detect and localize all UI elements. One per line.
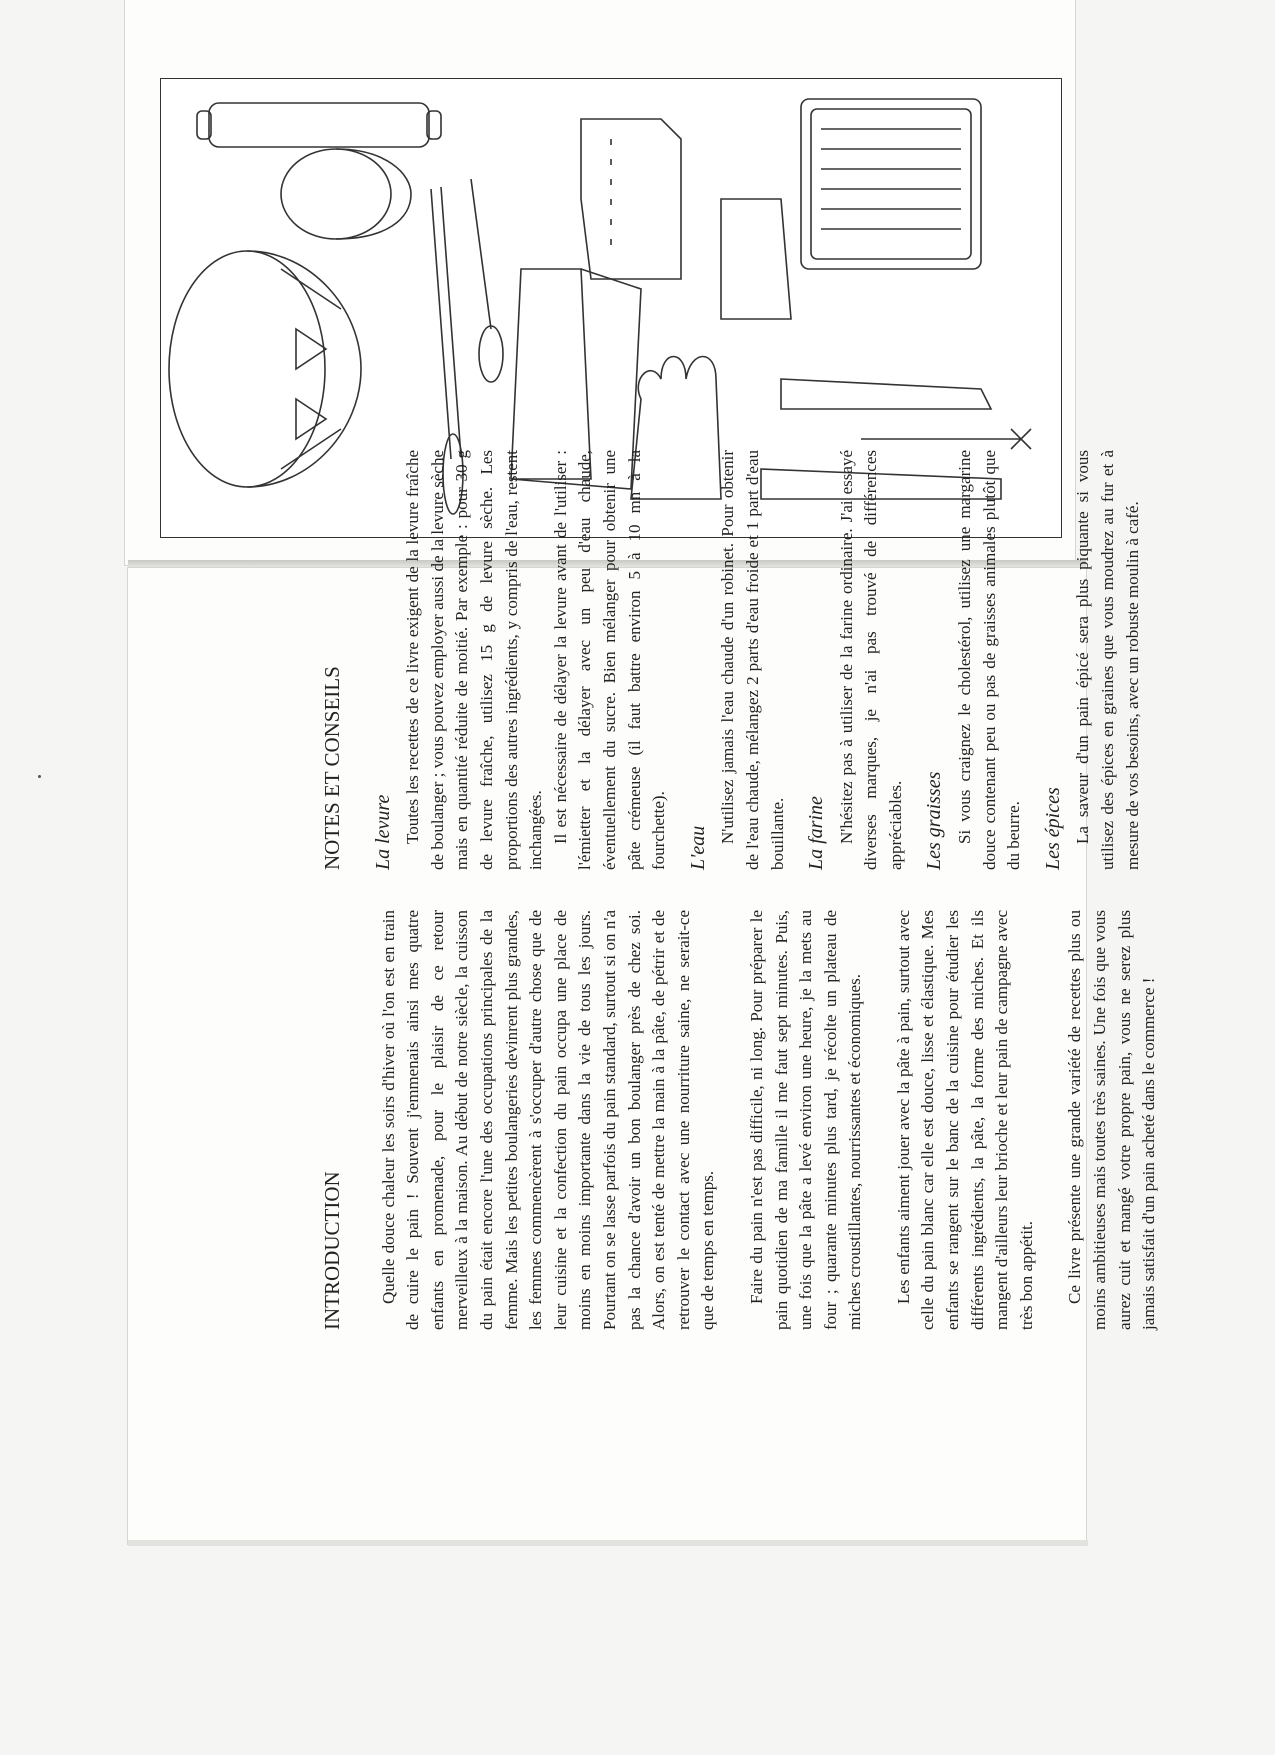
introduction-paragraph: Faire du pain n'est pas difficile, ni long. Pour préparer le pain quotidien de ma famille il me faut sept minutes. Puis, une fois que la pâte a levé environ une heure, je la mets au four ; quarante minutes plus tard, je récolte un plateau de miches croustillantes, nourrissantes et économiques. [746,910,865,1330]
notes-heading: Les épices [1041,787,1064,870]
notes-paragraph: Si vous craignez le cholestérol, utilisez une margarine douce contenant peu ou pas de graisses animales plutôt que du beurre. [955,450,1024,870]
notes-title: NOTES ET CONSEILS [320,666,344,870]
left-page-text [320,370,1159,1330]
notes-paragraph: N'hésitez pas à utiliser de la farine ordinaire. J'ai essayé diverses marques, je n'ai pas trouvé de différences appréciables. [836,450,905,870]
introduction-paragraph: Quelle douce chaleur les soirs d'hiver où l'on est en train de cuire le pain ! Souvent j'emmenais ainsi mes quatre enfants en promenade, pour le plaisir de ce retour merveilleux à la maison. Au début de notre siècle, la cuisson du pain était encore l'une des occupations principales de la femme. Mais les petites boulangeries devinrent plus grandes, les femmes commencèrent à s'occuper d'autre chose que de leur cuisine et la confection du pain occupa une place de moins en moins importante dans la vie de tous les jours. Pourtant on se lasse parfois du pain standard, surtout si on n'a pas la chance d'avoir un bon boulanger près de chez soi. Alors, on est tenté de mettre la main à la pâte, de pétrir et de retrouver le contact avec une nourriture saine, ne serait-ce que de temps en temps. [378,910,718,1330]
notes-heading: La levure [371,794,394,870]
notes-paragraph: N'utilisez jamais l'eau chaude d'un robinet. Pour obtenir de l'eau chaude, mélangez 2 parts d'eau froide et 1 part d'eau bouillante. [718,450,787,870]
notes-heading: La farine [805,796,828,870]
notes-paragraph: Il est nécessaire de délayer la levure avant de l'utiliser : l'émietter et la délayer avec un peu d'eau chaude, éventuellement du sucre. Bien mélanger pour obtenir une pâte crémeuse (il faut battre environ 5 à 10 mn à la fourchette). [550,450,669,870]
page-edge [128,1540,1088,1546]
introduction-paragraph: Ce livre présente une grande variété de recettes plus ou moins ambitieuses mais toutes très saines. Une fois que vous aurez cuit et mangé votre propre pain, vous ne serez plus jamais satisfait d'un pain acheté dans le commerce ! [1065,910,1159,1330]
introduction-column [320,910,1162,1330]
introduction-title: INTRODUCTION [320,1171,344,1330]
speck [38,775,41,778]
notes-column [320,450,1162,870]
notes-paragraph: La saveur d'un pain épicé sera plus piquante si vous utilisez des épices en graines que vous moudrez au fur et à mesure de vos besoins, avec un robuste moulin à café. [1073,450,1142,870]
notes-heading: L'eau [686,825,709,870]
introduction-paragraph: Les enfants aiment jouer avec la pâte à pain, surtout avec celle du pain blanc car elle est douce, lisse et élastique. Mes enfants se rangent sur le banc de la cuisine pour étudier les différents ingrédients, la pâte, la forme des miches. Et ils mangent d'ailleurs leur brioche et leur pain de campagne avec très bon appétit. [893,910,1036,1330]
notes-heading: Les graisses [923,771,946,870]
notes-paragraph: Toutes les recettes de ce livre exigent de la levure fraîche de boulanger ; vous pouvez employer aussi de la levure sèche mais en quantité réduite de moitié. Par exemple : pour 30 g de levure fraîche, utilisez 15 g de levure sèche. Les proportions des autres ingrédients, y compris de l'eau, restent inchangées. [403,450,546,870]
